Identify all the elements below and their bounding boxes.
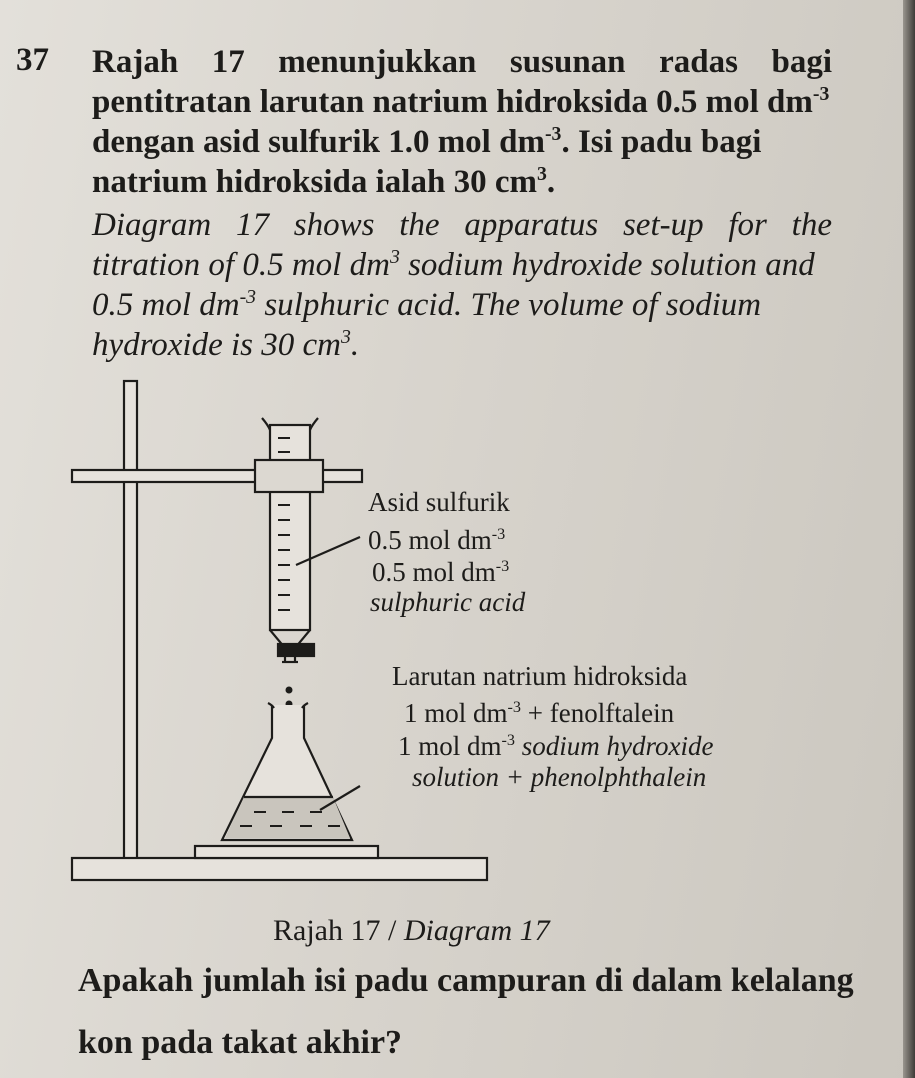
retort-stand-rod	[124, 381, 137, 864]
label-flask-english-2: solution + phenolphthalein	[412, 762, 707, 792]
diagram-caption: Rajah 17 / Diagram 17	[273, 914, 550, 947]
stem-english-line-4: hydroxide is 30 $cm^3$.	[92, 326, 360, 363]
stem-malay-line-4: natrium hidroksida ialah 30 $cm^3$.	[92, 163, 556, 200]
burette	[270, 425, 310, 630]
retort-stand-base	[72, 858, 487, 880]
label-burette-english-1: 0.5 mol $dm^{-3}$	[372, 557, 510, 587]
stem-english-line-2: titration of 0.5 mol $dm^3$ sodium hydroxide solution and	[92, 246, 815, 283]
stem-malay-line-1: Rajah 17 menunjukkan susunan radas bagi	[92, 44, 832, 80]
drop-1	[287, 688, 292, 693]
question-line-1: Apakah jumlah isi padu campuran di dalam kelalang	[78, 962, 854, 999]
label-burette-english-2: sulphuric acid	[370, 587, 526, 617]
question-line-2: kon pada takat akhir?	[78, 1024, 403, 1061]
label-burette-malay-1: Asid sulfurik	[368, 487, 510, 517]
label-burette-malay-2: 0.5 mol $dm^{-3}$	[368, 525, 506, 555]
label-flask-malay-1: Larutan natrium hidroksida	[392, 661, 688, 691]
flask-platform	[195, 846, 378, 858]
burette-clamp	[255, 460, 323, 492]
stem-english-line-3: 0.5 mol $dm^{-3}$ sulphuric acid. The volume of sodium	[92, 286, 762, 323]
stem-malay-line-3: dengan asid sulfurik 1.0 mol $dm^{-3}$. Isi padu bagi	[92, 123, 762, 160]
label-flask-english-1: 1 mol $dm^{-3}$ sodium hydroxide	[398, 731, 714, 761]
burette-stopcock	[278, 644, 314, 656]
question-number: 37	[16, 42, 49, 78]
stem-malay-line-2: pentitratan larutan natrium hidroksida 0.5 mol $dm^{-3}$	[92, 83, 830, 120]
label-flask-malay-2: 1 mol $dm^{-3}$ + fenolftalein	[404, 698, 675, 728]
stem-english-line-1: Diagram 17 shows the apparatus set-up for the	[92, 207, 832, 243]
